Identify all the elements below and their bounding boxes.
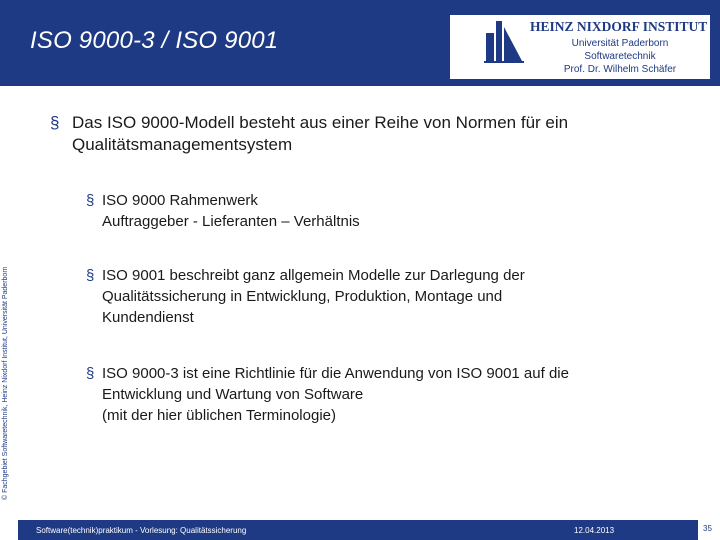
main-bullet	[50, 112, 690, 156]
sub-bullet-1-line-2: Auftraggeber - Lieferanten – Verhältnis	[102, 213, 360, 230]
bullet-icon: §	[86, 365, 95, 382]
bullet-icon: §	[86, 267, 95, 284]
institute-line-department: Softwaretechnik	[584, 51, 656, 62]
institute-line-university: Universität Paderborn	[571, 38, 669, 49]
bullet-icon: §	[50, 113, 60, 132]
sub-bullet-3	[86, 363, 676, 426]
copyright-text: © Fachgebiet Softwaretechnik, Heinz Nixdorf Institut, Universität Paderborn	[2, 266, 9, 500]
sub-bullet-3-line-3: (mit der hier üblichen Terminologie)	[102, 407, 336, 424]
institute-line-professor: Prof. Dr. Wilhelm Schäfer	[563, 64, 677, 75]
sub-bullet-2	[86, 265, 676, 328]
sub-bullet-3-line-2: Entwicklung und Wartung von Software	[102, 386, 364, 403]
bullet-icon: §	[86, 192, 95, 209]
sub-bullet-2-line-3: Kundendienst	[102, 309, 194, 326]
footer-date: 12.04.2013	[574, 526, 615, 535]
page-number: 35	[703, 524, 712, 533]
sub-bullet-2-line-2: Qualitätssicherung in Entwicklung, Produktion, Montage und	[102, 288, 503, 305]
sub-bullet-1-line-1: ISO 9000 Rahmenwerk	[102, 192, 258, 209]
institute-name: HEINZ NIXDORF INSTITUT	[530, 19, 708, 34]
hni-logo-icon	[484, 17, 524, 63]
footer-course: Software(technik)praktikum - Vorlesung: Qualitätssicherung	[36, 526, 247, 535]
sub-bullet-2-line-1: ISO 9001 beschreibt ganz allgemein Modelle zur Darlegung der	[102, 267, 525, 284]
sub-bullet-3-line-1: ISO 9000-3 ist eine Richtlinie für die Anwendung von ISO 9001 auf die	[102, 365, 569, 382]
main-bullet-text: Das ISO 9000-Modell besteht aus einer Reihe von Normen für ein Qualitätsmanagementsystem	[72, 113, 569, 154]
sub-bullet-1	[86, 190, 676, 232]
slide-title: ISO 9000-3 / ISO 9001	[30, 27, 279, 54]
